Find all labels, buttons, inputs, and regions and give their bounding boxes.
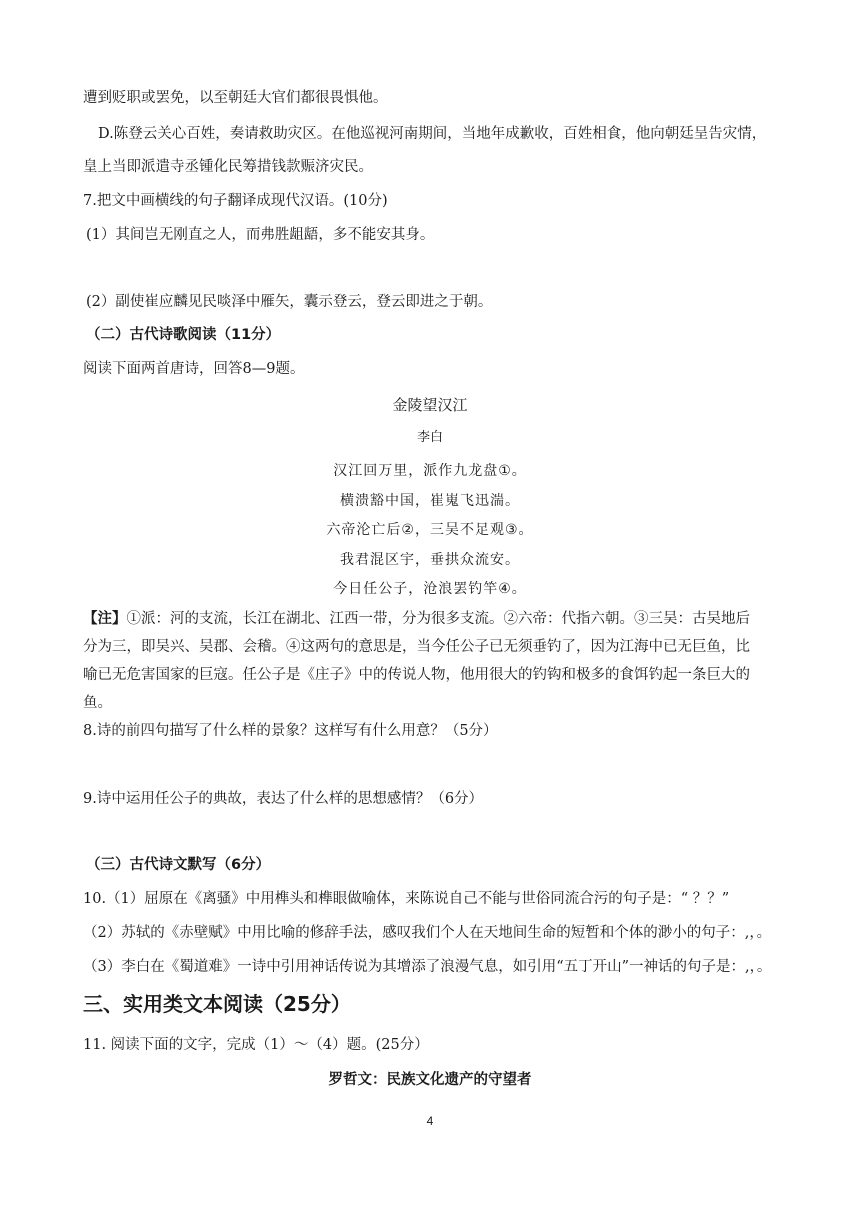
- poem-line: 汉江回万里，派作九龙盘①。: [333, 463, 527, 479]
- question-8: 8.诗的前四句描写了什么样的景象？这样写有什么用意？（5分）: [83, 723, 498, 739]
- question-10-item-1: 10.（1）屈原在《离骚》中用榫头和榫眼做喻体，来陈说自己不能与世俗同流合污的句子是：“ ？？”: [83, 891, 730, 907]
- page-number: 4: [426, 1114, 434, 1128]
- question-11: 11. 阅读下面的文字，完成（1）～（4）题。(25分）: [83, 1037, 429, 1053]
- section-title-poetry: （二）古代诗歌阅读（11分）: [86, 327, 281, 343]
- section-intro: 阅读下面两首唐诗，回答8—9题。: [83, 361, 305, 377]
- poem-title: 金陵望汉江: [392, 396, 468, 414]
- option-d-line: 皇上当即派遣寺丞锺化民筹措钱款赈济灾民。: [83, 159, 373, 175]
- question-7-item-2: (2）副使崔应麟见民啖泽中雁矢，囊示登云，登云即进之于朝。: [86, 294, 493, 310]
- poem-line: 横溃豁中国，崔嵬飞迅湍。: [340, 493, 520, 509]
- part-three-heading: 三、实用类文本阅读（25分）: [83, 992, 351, 1016]
- question-10-item-3: （3）李白在《蜀道难》一诗中引用神话传说为其增添了浪漫气息，如引用“五丁开山”一神话的句子是：,，。: [83, 959, 772, 975]
- poem-line: 六帝沦亡后②，三吴不足观③。: [326, 522, 534, 538]
- poem-note-line: 【注】①派：河的支流，长江在湖北、江西一带，分为很多支流。②六帝：代指六朝。③三吴：古吴地后: [83, 611, 750, 627]
- question-7-item-1: (1）其间岂无刚直之人，而弗胜龃龉，多不能安其身。: [86, 227, 435, 243]
- question-10-item-2: （2）苏轼的《赤壁赋》中用比喻的修辞手法，感叹我们个人在天地间生命的短暂和个体的渺小的句子：,，。: [83, 925, 772, 941]
- poem-line: 我君混区宇，垂拱众流安。: [340, 552, 520, 568]
- note-label: 【注】: [83, 611, 127, 627]
- poem-note-line: 喻已无危害国家的巨寇。任公子是《庄子》中的传说人物，他用很大的钓钩和极多的食饵钓起一条巨大的: [83, 667, 750, 683]
- question-7: 7.把文中画横线的句子翻译成现代汉语。(10分): [83, 193, 388, 209]
- poem-note-line: 鱼。: [83, 695, 112, 711]
- section-title-recitation: （三）古代诗文默写（6分）: [86, 857, 271, 873]
- poem-note-line: 分为三，即吴兴、吴郡、会稽。④这两句的意思是，当今任公子已无须垂钓了，因为江海中已无巨鱼，比: [83, 639, 750, 655]
- text-line: 遭到贬职或罢免，以至朝廷大官们都很畏惧他。: [83, 90, 388, 106]
- article-title: 罗哲文：民族文化遗产的守望者: [328, 1072, 532, 1088]
- question-9: 9.诗中运用任公子的典故，表达了什么样的思想感情？（6分）: [83, 791, 484, 807]
- poem-author: 李白: [416, 430, 443, 445]
- poem-line: 今日任公子，沧浪罢钓竿④。: [333, 581, 527, 597]
- option-d-line: D.陈登云关心百姓，奏请救助灾区。在他巡视河南期间，当地年成歉收，百姓相食，他向朝廷呈告灾情，: [98, 126, 767, 142]
